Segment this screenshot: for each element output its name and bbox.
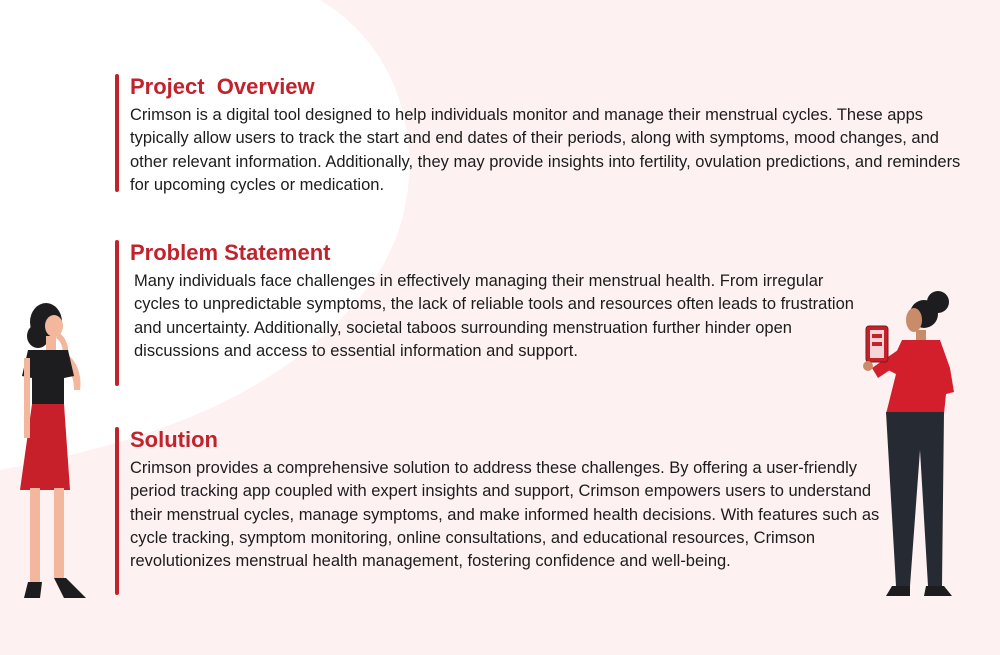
section-body: Many individuals face challenges in effectively managing their menstrual health. From irregular cycles to unpredictable symptoms, the lack of reliable tools and resources often leads to frustration and uncertainty. Additionally, societal taboos surrounding menstruation further hinder open discussions and access to essential information and support. [134, 272, 854, 360]
section-accent-bar [115, 427, 119, 595]
woman-thinking-illustration [10, 298, 100, 604]
solution-section [115, 427, 880, 573]
project-overview-section [115, 74, 970, 197]
section-accent-bar [115, 74, 119, 192]
section-heading: Problem Statement [130, 240, 331, 265]
section-accent-bar [115, 240, 119, 386]
section-body: Crimson is a digital tool designed to help individuals monitor and manage their menstrual cycles. These apps typically allow users to track the start and end dates of their periods, along with symptoms, mood changes, and other relevant information. Additionally, they may provide insights into fertility, ovulation predictions, and reminders for upcoming cycles or medication. [130, 106, 961, 194]
section-heading: Solution [130, 427, 218, 452]
section-heading: Project Overview [130, 74, 315, 99]
section-body: Crimson provides a comprehensive solution to address these challenges. By offering a user-friendly period tracking app coupled with expert insights and support, Crimson empowers users to understand their menstrual cycles, manage symptoms, and make informed health decisions. With features such as cycle tracking, symptom monitoring, online consultations, and educational resources, Crimson revolutionizes menstrual health management, fostering confidence and well-being. [130, 459, 880, 571]
problem-statement-section [115, 240, 855, 363]
